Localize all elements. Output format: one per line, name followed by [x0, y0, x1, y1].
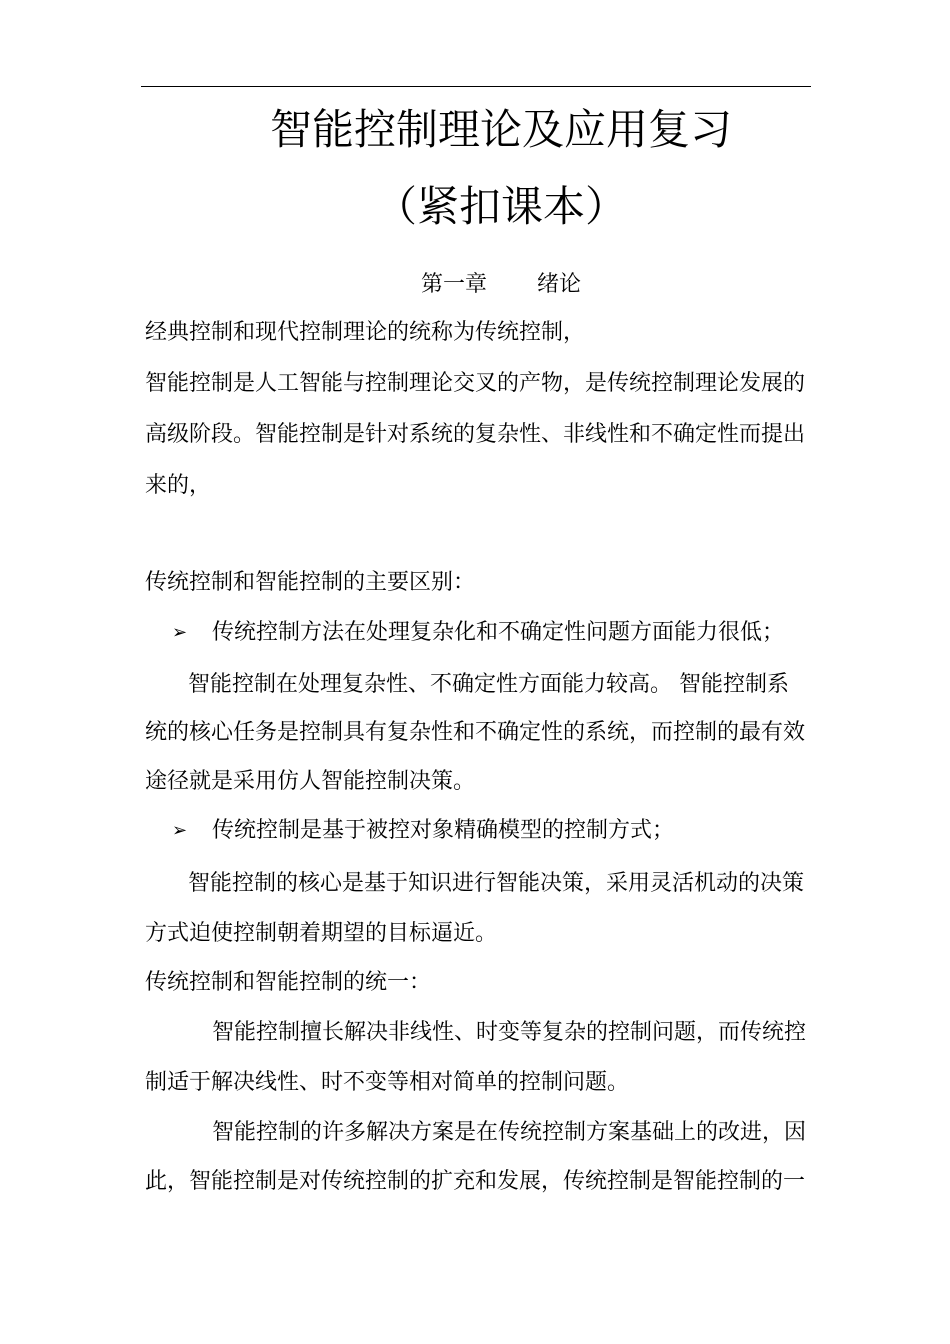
bullet-arrow-icon: ➢ — [172, 820, 188, 841]
paragraph-line: 统的核心任务是控制具有复杂性和不确定性的系统，而控制的最有效 — [145, 720, 806, 745]
chapter-name: 绪论 — [537, 272, 582, 297]
bullet-item: 传统控制方法在处理复杂化和不确定性问题方面能力很低； — [212, 620, 785, 645]
header-rule — [141, 86, 811, 87]
paragraph-line: 此，智能控制是对传统控制的扩充和发展，传统控制是智能控制的一 — [145, 1169, 806, 1194]
paragraph-line: 智能控制的核心是基于知识进行智能决策，采用灵活机动的决策 — [188, 871, 805, 896]
paragraph-line: 经典控制和现代控制理论的统称为传统控制， — [145, 320, 586, 345]
chapter-heading — [141, 270, 811, 300]
paragraph-line: 智能控制的许多解决方案是在传统控制方案基础上的改进，因 — [212, 1120, 807, 1145]
document-title: 智能控制理论及应用复习 — [269, 105, 732, 154]
paragraph-line: 高级阶段。智能控制是针对系统的复杂性、非线性和不确定性而提出 — [145, 422, 806, 447]
paragraph-line: 智能控制在处理复杂性、不确定性方面能力较高。 智能控制系 — [188, 672, 789, 697]
bullet-arrow-icon: ➢ — [172, 622, 188, 643]
document-subtitle: （紧扣课本） — [374, 182, 627, 231]
paragraph-line: 来的， — [145, 473, 212, 498]
section-heading: 传统控制和智能控制的主要区别： — [145, 570, 476, 595]
paragraph-line: 智能控制是人工智能与控制理论交叉的产物，是传统控制理论发展的 — [145, 371, 806, 396]
paragraph-line: 途径就是采用仿人智能控制决策。 — [145, 769, 476, 794]
section-heading: 传统控制和智能控制的统一： — [145, 970, 432, 995]
paragraph-line: 智能控制擅长解决非线性、时变等复杂的控制问题，而传统控 — [212, 1020, 807, 1045]
paragraph-line: 制适于解决线性、时不变等相对简单的控制问题。 — [145, 1070, 630, 1095]
paragraph-line: 方式迫使控制朝着期望的目标逼近。 — [145, 921, 498, 946]
bullet-item: 传统控制是基于被控对象精确模型的控制方式； — [212, 818, 675, 843]
chapter-label: 第一章 — [420, 272, 487, 297]
